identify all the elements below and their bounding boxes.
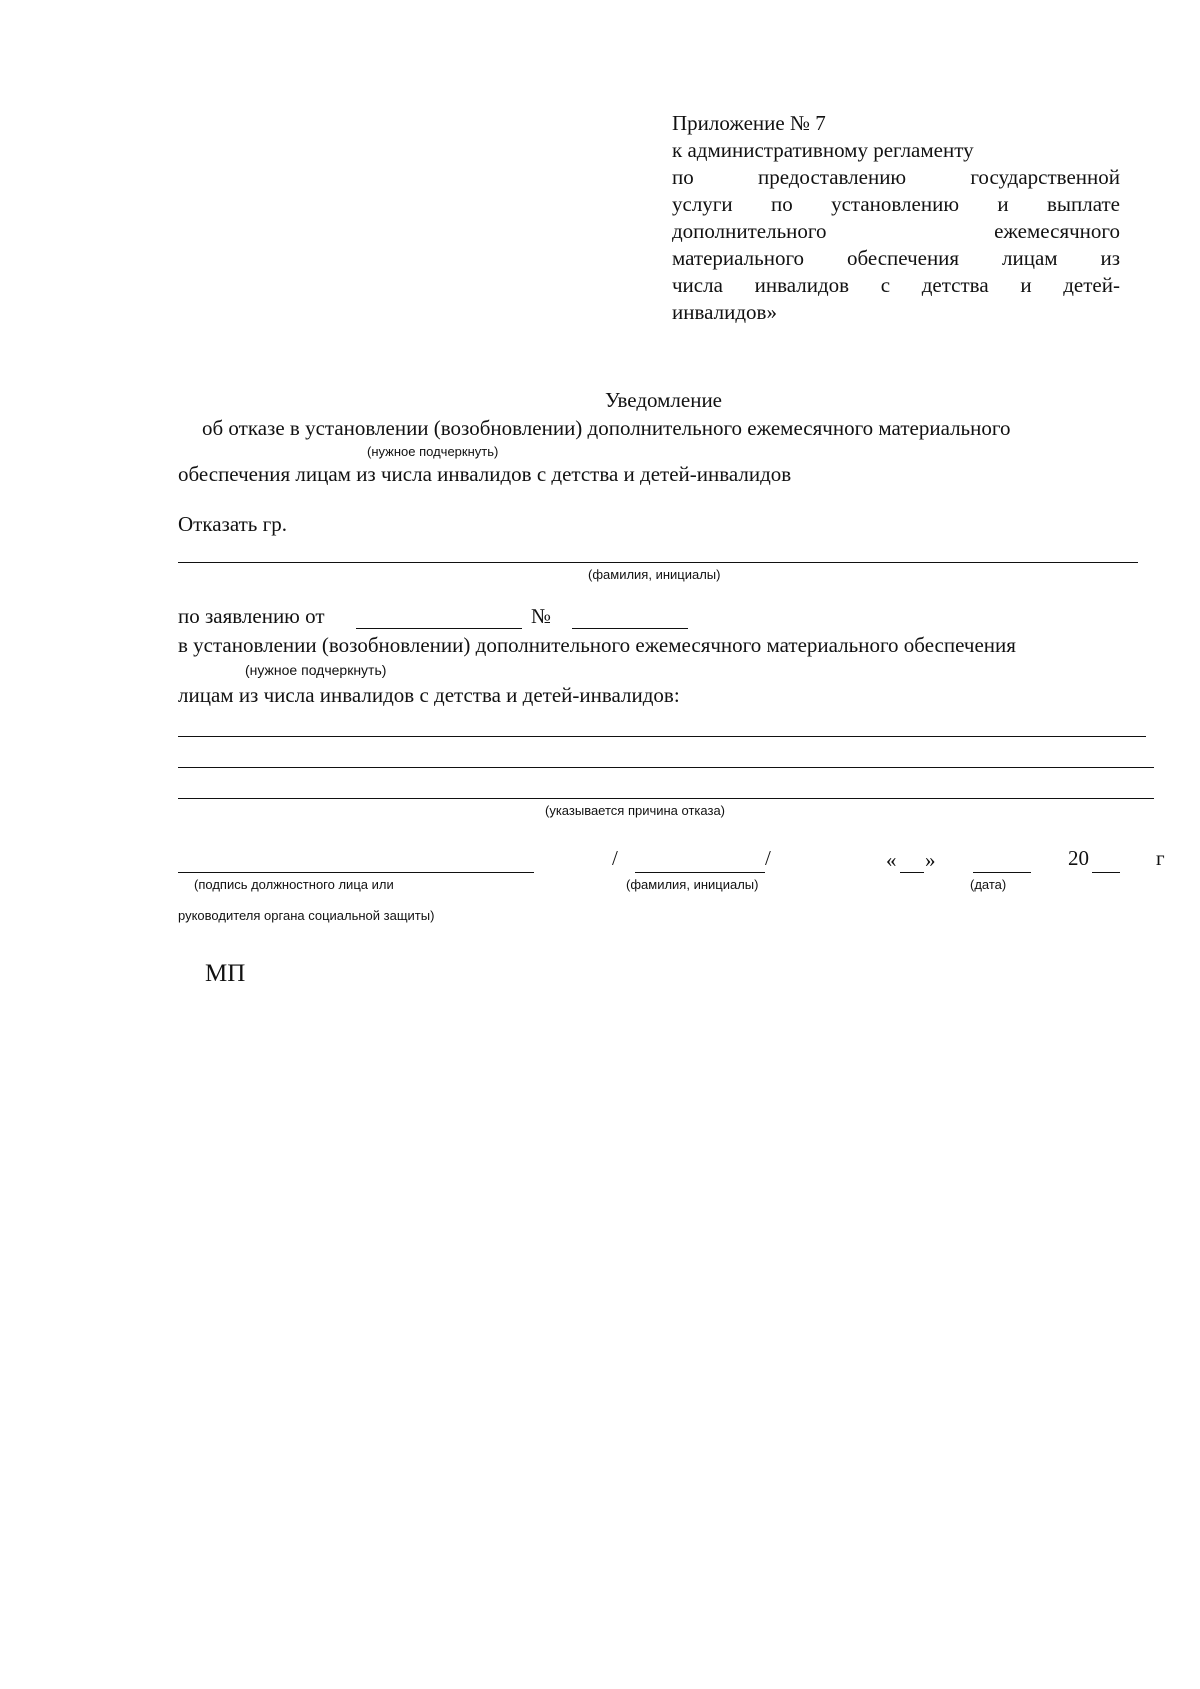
day-line (900, 872, 924, 873)
hint-underline-2: (нужное подчеркнуть) (245, 662, 387, 678)
name-line (178, 562, 1138, 563)
reason-line (178, 736, 1146, 737)
notice-line3: в установлении (возобновлении) дополнительного ежемесячного материального обеспечения (178, 633, 1016, 657)
number-sign: № (531, 604, 552, 628)
notice-title: Уведомление (605, 388, 723, 412)
notice-line4: лицам из числа инвалидов с детства и детей-инвалидов: (178, 683, 680, 707)
appendix-block (672, 110, 1120, 326)
signature-name-line (635, 872, 765, 873)
notice-subtitle-line2: обеспечения лицам из числа инвалидов с детства и детей-инвалидов (178, 462, 792, 486)
hint-reason: (указывается причина отказа) (545, 803, 726, 818)
notice-subtitle-line1: об отказе в установлении (возобновлении) дополнительного ежемесячного материального (202, 416, 1011, 440)
refuse-label: Отказать гр. (178, 512, 287, 536)
reason-line (178, 798, 1154, 799)
appendix-line: числа инвалидов с детства и детей- (672, 273, 1120, 297)
hint-signature-1: (подпись должностного лица или (194, 877, 394, 892)
quote-close: » (925, 848, 936, 872)
application-number-line (572, 628, 688, 629)
year-prefix: 20 (1068, 846, 1089, 870)
appendix-line: к административному регламенту (672, 138, 974, 162)
slash-open: / (612, 846, 618, 870)
hint-signature-name: (фамилия, инициалы) (626, 877, 759, 892)
signature-line (178, 872, 534, 873)
appendix-line: инвалидов» (672, 300, 777, 324)
hint-date: (дата) (970, 877, 1007, 892)
appendix-line: услуги по установлению и выплате (672, 192, 1120, 216)
application-date-line (356, 628, 522, 629)
slash-close: / (765, 846, 771, 870)
year-suffix: г (1156, 846, 1165, 870)
month-line (973, 872, 1031, 873)
appendix-line: Приложение № 7 (672, 111, 826, 135)
reason-line (178, 767, 1154, 768)
quote-open: « (886, 848, 897, 872)
stamp-mark: МП (205, 960, 246, 987)
appendix-line: по предоставлению государственной (672, 165, 1120, 189)
application-label: по заявлению от (178, 604, 325, 628)
appendix-line: дополнительного ежемесячного (672, 219, 1120, 243)
hint-signature-2: руководителя органа социальной защиты) (178, 908, 435, 923)
year-line (1092, 872, 1120, 873)
hint-name: (фамилия, инициалы) (588, 567, 721, 582)
appendix-line: материального обеспечения лицам из (672, 246, 1120, 270)
hint-underline-1: (нужное подчеркнуть) (367, 444, 499, 459)
